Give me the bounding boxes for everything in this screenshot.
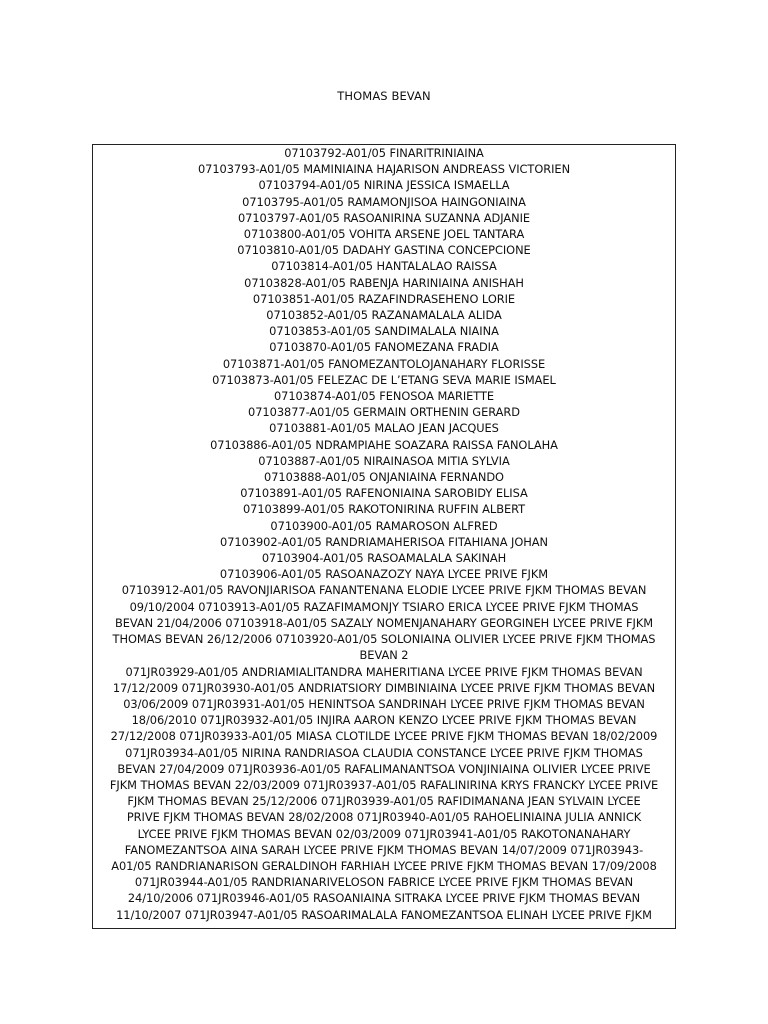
list-line: LYCEE PRIVE FJKM THOMAS BEVAN 02/03/2009 071JR03941-A01/05 RAKOTONANAHARY (137, 826, 631, 841)
list-line: 07103797-A01/05 RASOANIRINA SUZANNA ADJANIE (237, 210, 531, 225)
page-title: THOMAS BEVAN (337, 89, 431, 103)
list-line: 07103828-A01/05 RABENJA HARINIAINA ANISHAH (244, 275, 524, 290)
list-line: 071JR03944-A01/05 RANDRIANARIVELOSON FABRICE LYCEE PRIVE FJKM THOMAS BEVAN (134, 875, 634, 890)
list-line: FJKM THOMAS BEVAN 22/03/2009 071JR03937-A01/05 RAFALINIRINA KRYS FRANCKY LYCEE PRIVE (109, 777, 659, 792)
list-line: 07103851-A01/05 RAZAFINDRASEHENO LORIE (252, 291, 516, 306)
list-line: 071JR03934-A01/05 NIRINA RANDRIASOA CLAUDIA CONSTANCE LYCEE PRIVE FJKM THOMAS (125, 745, 643, 760)
list-line: THOMAS BEVAN 26/12/2006 07103920-A01/05 SOLONIAINA OLIVIER LYCEE PRIVE FJKM THOMAS (112, 632, 656, 647)
list-line: 07103886-A01/05 NDRAMPIAHE SOAZARA RAISSA FANOLAHA (210, 437, 558, 452)
list-line: 07103902-A01/05 RANDRIAMAHERISOA FITAHIANA JOHAN (220, 534, 548, 549)
list-line: 09/10/2004 07103913-A01/05 RAZAFIMAMONJY TSIARO ERICA LYCEE PRIVE FJKM THOMAS (129, 599, 639, 614)
list-line: 07103793-A01/05 MAMINIAINA HAJARISON ANDREASS VICTORIEN (197, 162, 571, 177)
list-line: BEVAN 27/04/2009 071JR03936-A01/05 RAFALIMANANTSOA VONJINIAINA OLIVIER LYCEE PRIVE (117, 761, 651, 776)
list-line: 07103881-A01/05 MALAO JEAN JACQUES (269, 421, 499, 436)
list-line: A01/05 RANDRIANARISON GERALDINOH FARHIAH LYCEE PRIVE FJKM THOMAS BEVAN 17/09/2008 (111, 858, 657, 873)
list-line: 07103904-A01/05 RASOAMALALA SAKINAH (261, 551, 507, 566)
list-line: 07103795-A01/05 RAMAMONJISOA HAINGONIAINA (242, 194, 526, 209)
list-line: BEVAN 21/04/2006 07103918-A01/05 SAZALY NOMENJANAHARY GEORGINEH LYCEE PRIVE FJKM (114, 615, 654, 630)
list-line: 07103900-A01/05 RAMAROSON ALFRED (270, 518, 498, 533)
list-line: 07103871-A01/05 FANOMEZANTOLOJANAHARY FLORISSE (222, 356, 546, 371)
list-line: 03/06/2009 071JR03931-A01/05 HENINTSOA SANDRINAH LYCEE PRIVE FJKM THOMAS BEVAN (123, 696, 645, 711)
list-line: 07103814-A01/05 HANTALALAO RAISSA (271, 259, 497, 274)
list-line: 07103870-A01/05 FANOMEZANA FRADIA (269, 340, 499, 355)
list-line: 27/12/2008 071JR03933-A01/05 MIASA CLOTILDE LYCEE PRIVE FJKM THOMAS BEVAN 18/02/2009 (110, 729, 658, 744)
list-line: 17/12/2009 071JR03930-A01/05 ANDRIATSIORY DIMBINIAINA LYCEE PRIVE FJKM THOMAS BEVAN (112, 680, 656, 695)
list-line: 07103906-A01/05 RASOANAZOZY NAYA LYCEE PRIVE FJKM (219, 567, 549, 582)
list-line: 24/10/2006 071JR03946-A01/05 RASOANIAINA SITRAKA LYCEE PRIVE FJKM THOMAS BEVAN (127, 891, 641, 906)
list-line: 07103794-A01/05 NIRINA JESSICA ISMAELLA (258, 178, 510, 193)
list-line: 07103873-A01/05 FELEZAC DE L’ETANG SEVA MARIE ISMAEL (212, 372, 556, 387)
list-line: 07103899-A01/05 RAKOTONIRINA RUFFIN ALBERT (242, 502, 526, 517)
list-line: BEVAN 2 (359, 648, 409, 663)
list-line: 07103800-A01/05 VOHITA ARSENE JOEL TANTARA (243, 227, 525, 242)
list-line: 071JR03929-A01/05 ANDRIAMIALITANDRA MAHERITIANA LYCEE PRIVE FJKM THOMAS BEVAN (125, 664, 643, 679)
list-line: 07103852-A01/05 RAZANAMALALA ALIDA (266, 308, 502, 323)
list-line: 11/10/2007 071JR03947-A01/05 RASOARIMALALA FANOMEZANTSOA ELINAH LYCEE PRIVE FJKM (116, 907, 652, 922)
list-line: FANOMEZANTSOA AINA SARAH LYCEE PRIVE FJKM THOMAS BEVAN 14/07/2009 071JR03943- (124, 842, 644, 857)
list-line: 07103874-A01/05 FENOSOA MARIETTE (273, 389, 495, 404)
list-line: 07103810-A01/05 DADAHY GASTINA CONCEPCIONE (237, 243, 531, 258)
list-line: PRIVE FJKM THOMAS BEVAN 28/02/2008 071JR03940-A01/05 RAHOELINIAINA JULIA ANNICK (126, 810, 642, 825)
list-line: FJKM THOMAS BEVAN 25/12/2006 071JR03939-A01/05 RAFIDIMANANA JEAN SYLVAIN LYCEE (127, 794, 641, 809)
list-line: 07103853-A01/05 SANDIMALALA NIAINA (269, 324, 499, 339)
list-line: 07103888-A01/05 ONJANIAINA FERNANDO (264, 470, 504, 485)
list-line: 07103891-A01/05 RAFENONIAINA SAROBIDY ELISA (240, 486, 528, 501)
student-list-box (92, 144, 676, 929)
list-line: 07103792-A01/05 FINARITRINIAINA (284, 146, 484, 160)
list-line: 07103912-A01/05 RAVONJIARISOA FANANTENANA ELODIE LYCEE PRIVE FJKM THOMAS BEVAN (121, 583, 647, 598)
list-line: 07103887-A01/05 NIRAINASOA MITIA SYLVIA (258, 453, 510, 468)
list-line: 07103877-A01/05 GERMAIN ORTHENIN GERARD (248, 405, 520, 420)
list-line: 18/06/2010 071JR03932-A01/05 INJIRA AARON KENZO LYCEE PRIVE FJKM THOMAS BEVAN (131, 713, 637, 728)
